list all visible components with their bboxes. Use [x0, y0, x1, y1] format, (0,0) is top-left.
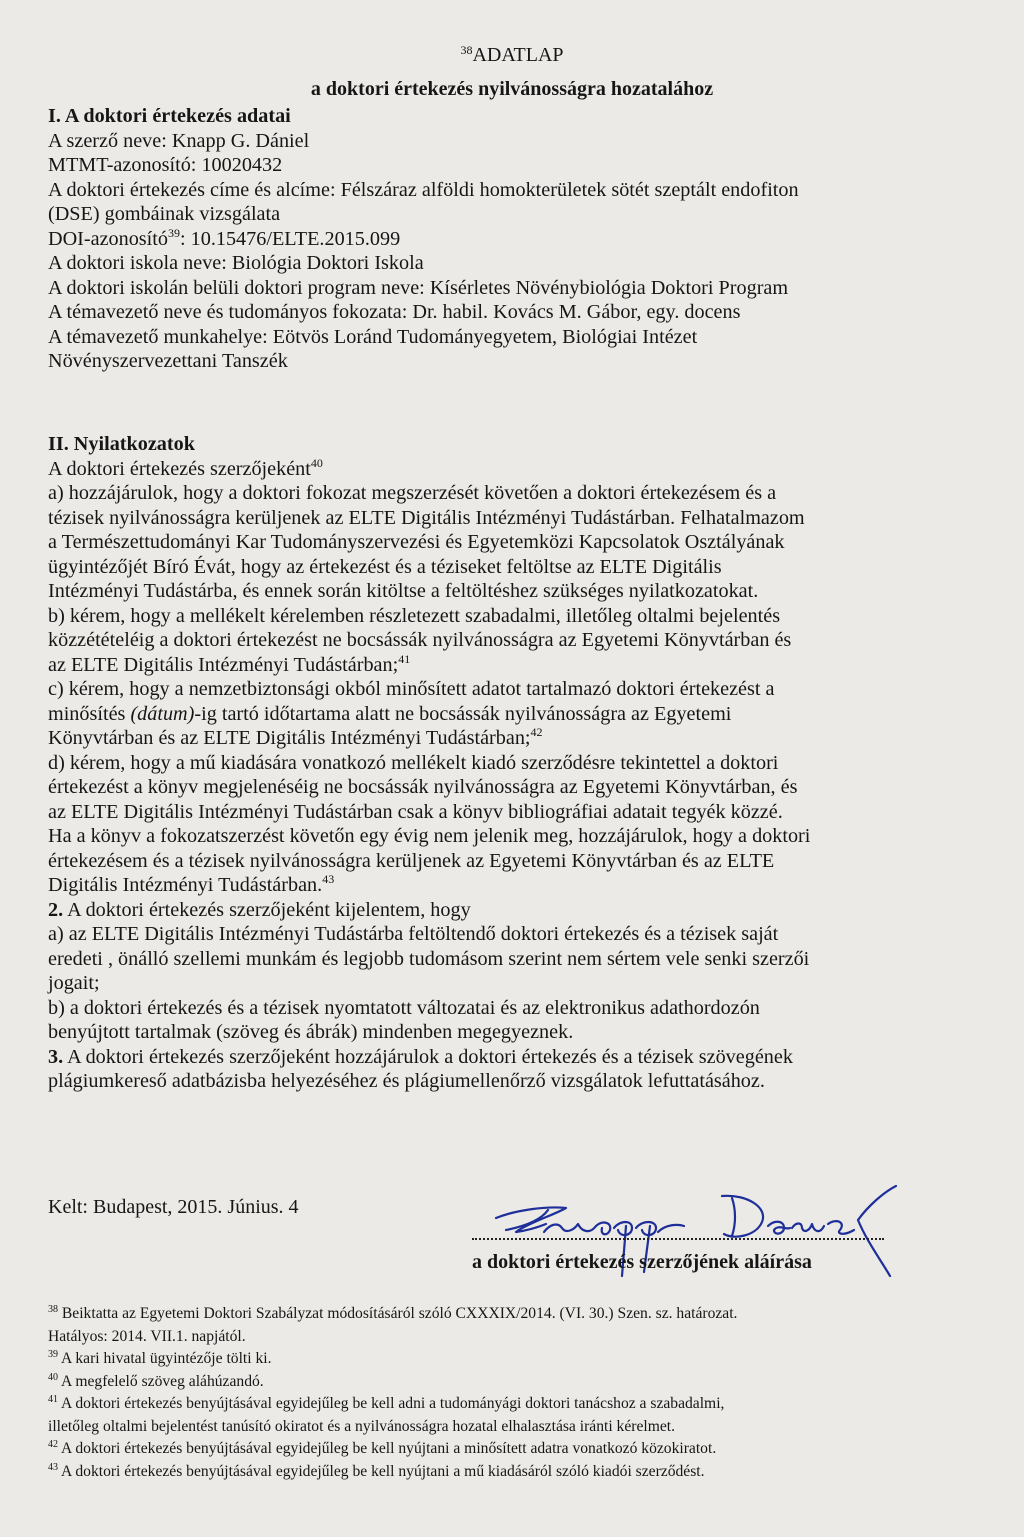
footnote-38-cont: [48, 1326, 978, 1349]
footnote-text: Beiktatta az Egyetemi Doktori Szabályzat módosításáról szóló CXXXIX/2014. (VI. 30.) Szen. sz. határozat.: [61, 1305, 738, 1322]
footnote-text: Hatályos: 2014. VII.1. napjától.: [48, 1327, 246, 1345]
item-d-line: Ha a könyv a fokozatszerzést követőn egy évig nem jelenik meg, hozzájárulok, hogy a doktori: [48, 825, 811, 847]
footnote-text: A megfelelő szöveg aláhúzandó.: [61, 1372, 264, 1390]
c-footnote-ref: 42: [530, 725, 543, 739]
point-3-text: A doktori értekezés szerzőjeként hozzájárulok a doktori értekezés és a tézisek szövegének: [63, 1045, 793, 1068]
doctoral-school-line: A doktori iskola neve: Biológia Doktori Iskola: [48, 252, 424, 274]
item-a-line: ügyintézőjét Bíró Évát, hogy az értekezést és a téziseket feltöltse az ELTE Digitális: [48, 555, 722, 578]
document-subtitle: a doktori értekezés nyilvánosságra hozatalához: [310, 78, 714, 100]
footnotes: [48, 1303, 978, 1483]
point-2-text: A doktori értekezés szerzőjeként kijelentem, hogy: [63, 898, 471, 921]
mtmt-id-line: MTMT-azonosító: 10020432: [48, 154, 283, 176]
point-2b-line: benyújtott tartalmak (szöveg és ábrák) mindenben megegyeznek.: [48, 1021, 574, 1043]
b-footnote-ref: 41: [398, 651, 411, 666]
item-d-line: d) kérem, hogy a mű kiadására vonatkozó mellékelt kiadó szerződésre tekintettel a doktori: [48, 751, 779, 774]
footnote-text: A kari hivatal ügyintézője tölti ki.: [61, 1350, 272, 1367]
item-c-date-placeholder: (dátum): [130, 702, 195, 725]
footnote-number: 38: [48, 1304, 58, 1315]
footnote-number: 41: [48, 1394, 58, 1405]
doi-value: : 10.15476/ELTE.2015.099: [179, 227, 401, 250]
point-2a-line: a) az ELTE Digitális Intézményi Tudástárba feltöltendő doktori értekezés és a tézisek saját: [48, 923, 779, 945]
doi-line: [48, 227, 978, 252]
item-c-last-text: Könyvtárban és az ELTE Digitális Intézményi Tudástárban;: [48, 727, 531, 749]
title-footnote-ref: 38: [460, 43, 473, 57]
d-footnote-ref: 43: [322, 872, 335, 886]
footnote-text: A doktori értekezés benyújtásával egyidejűleg be kell adni a tudományági doktori tanácshoz a szabadalmi,: [61, 1395, 725, 1412]
title-text: ADATLAP: [472, 44, 564, 66]
item-b-line: közzétételéig a doktori értekezést ne bocsássák nyilvánosságra az Egyetemi Könyvtárban és: [48, 629, 792, 651]
footnote-41-cont: [48, 1416, 978, 1439]
footnote-number: 42: [48, 1439, 58, 1450]
footnote-43: [48, 1461, 978, 1484]
footnote-38: [48, 1303, 978, 1326]
item-b-last-text: az ELTE Digitális Intézményi Tudástárban;: [48, 653, 399, 676]
point-3-line-2: plágiumkereső adatbázisba helyezéséhez és plágiumellenőrző vizsgálatok lefuttatásához.: [48, 1070, 765, 1092]
dissertation-title-line: A doktori értekezés címe és alcíme: Félszáraz alföldi homokterületek sötét szeptált endofiton: [48, 178, 799, 201]
footnote-40: [48, 1371, 978, 1394]
item-c-line: c) kérem, hogy a nemzetbiztonsági okból minősített adatot tartalmazó doktori értekezést a: [48, 678, 775, 700]
section-1-heading: I. A doktori értekezés adatai: [48, 105, 291, 127]
item-a-line: tézisek nyilvánosságra kerüljenek az ELTE Digitális Intézményi Tudástárban. Felhatalmazom: [48, 506, 805, 529]
section-2-heading: II. Nyilatkozatok: [48, 433, 195, 455]
item-d-line: értekezésem és a tézisek nyilvánosságra kerüljenek az Egyetemi Könyvtárban és az ELTE: [48, 849, 775, 872]
supervisor-workplace-line-2: Növényszervezettani Tanszék: [48, 350, 288, 372]
doctoral-program-line: A doktori iskolán belüli doktori program neve: Kísérletes Növénybiológia Doktori Program: [48, 276, 789, 299]
item-c-line: [48, 726, 978, 751]
item-b-line: b) kérem, hogy a mellékelt kérelemben részletezett szabadalmi, illetőleg oltalmi bejelentés: [48, 604, 781, 627]
item-a-line: a) hozzájárulok, hogy a doktori fokozat megszerzését követően a doktori értekezésem és a: [48, 482, 777, 504]
section-2: [48, 432, 978, 1094]
footnote-text: illetőleg oltalmi bejelentést tanúsító okiratot és a nyilvánosságra hozatal elhalasztása iránti kérelmet.: [48, 1417, 676, 1435]
footnote-42: [48, 1438, 978, 1461]
item-c-post: -ig tartó időtartama alatt ne bocsássák nyilvánosságra az Egyetemi: [194, 702, 732, 725]
item-d-line: az ELTE Digitális Intézményi Tudástárban csak a könyv bibliográfiai adatait tegyék közzé.: [48, 800, 783, 823]
item-d-last-text: Digitális Intézményi Tudástárban.: [48, 874, 323, 896]
item-a-line: a Természettudományi Kar Tudományszervezési és Egyetemközi Kapcsolatok Osztályának: [48, 531, 785, 553]
point-3-number: 3.: [48, 1045, 64, 1068]
point-2-line: [48, 898, 978, 923]
supervisor-workplace-line: A témavezető munkahelye: Eötvös Loránd Tudományegyetem, Biológiai Intézet: [48, 325, 698, 348]
footnote-41: [48, 1393, 978, 1416]
footnote-39: [48, 1348, 978, 1371]
signature-dotted-line: [472, 1226, 884, 1240]
footnote-text: A doktori értekezés benyújtásával egyidejűleg be kell nyújtani a minősített adatra vonatkozó közokiratot.: [61, 1440, 717, 1457]
point-2b-line: b) a doktori értekezés és a tézisek nyomtatott változatai és az elektronikus adathordozón: [48, 996, 760, 1019]
place-date: Kelt: Budapest, 2015. Június. 4: [48, 1196, 299, 1218]
declaration-intro: [48, 457, 978, 482]
doi-label: DOI-azonosító: [48, 227, 168, 250]
item-c-pre: minősítés: [48, 702, 131, 725]
footnote-number: 39: [48, 1349, 58, 1360]
point-2a-line: jogait;: [48, 972, 100, 994]
footnote-number: 43: [48, 1461, 58, 1473]
document-title: [0, 44, 1024, 67]
dissertation-title-line-2: (DSE) gombáinak vizsgálata: [48, 203, 281, 225]
item-d-line: [48, 873, 978, 898]
item-b-line: [48, 653, 978, 678]
declaration-intro-text: A doktori értekezés szerzőjeként: [48, 457, 311, 480]
section-1: [48, 104, 978, 374]
supervisor-line: A témavezető neve és tudományos fokozata: Dr. habil. Kovács M. Gábor, egy. docens: [48, 301, 741, 323]
doi-footnote-ref: 39: [167, 225, 180, 240]
signature-label: a doktori értekezés szerzőjének aláírása: [472, 1251, 812, 1273]
item-d-line: értekezést a könyv megjelenéséig ne bocsássák nyilvánosságra az Egyetemi Könyvtárban, és: [48, 776, 798, 798]
item-a-line: Intézményi Tudástárba, és ennek során kitöltse a feltöltéshez szükséges nyilatkozatokat.: [48, 580, 759, 602]
item-c-line: [48, 702, 978, 727]
footnote-text: A doktori értekezés benyújtásával egyidejűleg be kell nyújtani a mű kiadásáról szóló kiadói szerződést.: [61, 1462, 705, 1480]
point-3-line: [48, 1045, 978, 1070]
point-2a-line: eredeti , önálló szellemi munkám és legjobb tudomásom szerint nem sértem vele senki szerzői: [48, 947, 810, 970]
author-name-line: A szerző neve: Knapp G. Dániel: [48, 129, 310, 152]
point-2-number: 2.: [48, 898, 64, 921]
footnote-number: 40: [48, 1371, 58, 1383]
intro-footnote-ref: 40: [310, 455, 323, 470]
